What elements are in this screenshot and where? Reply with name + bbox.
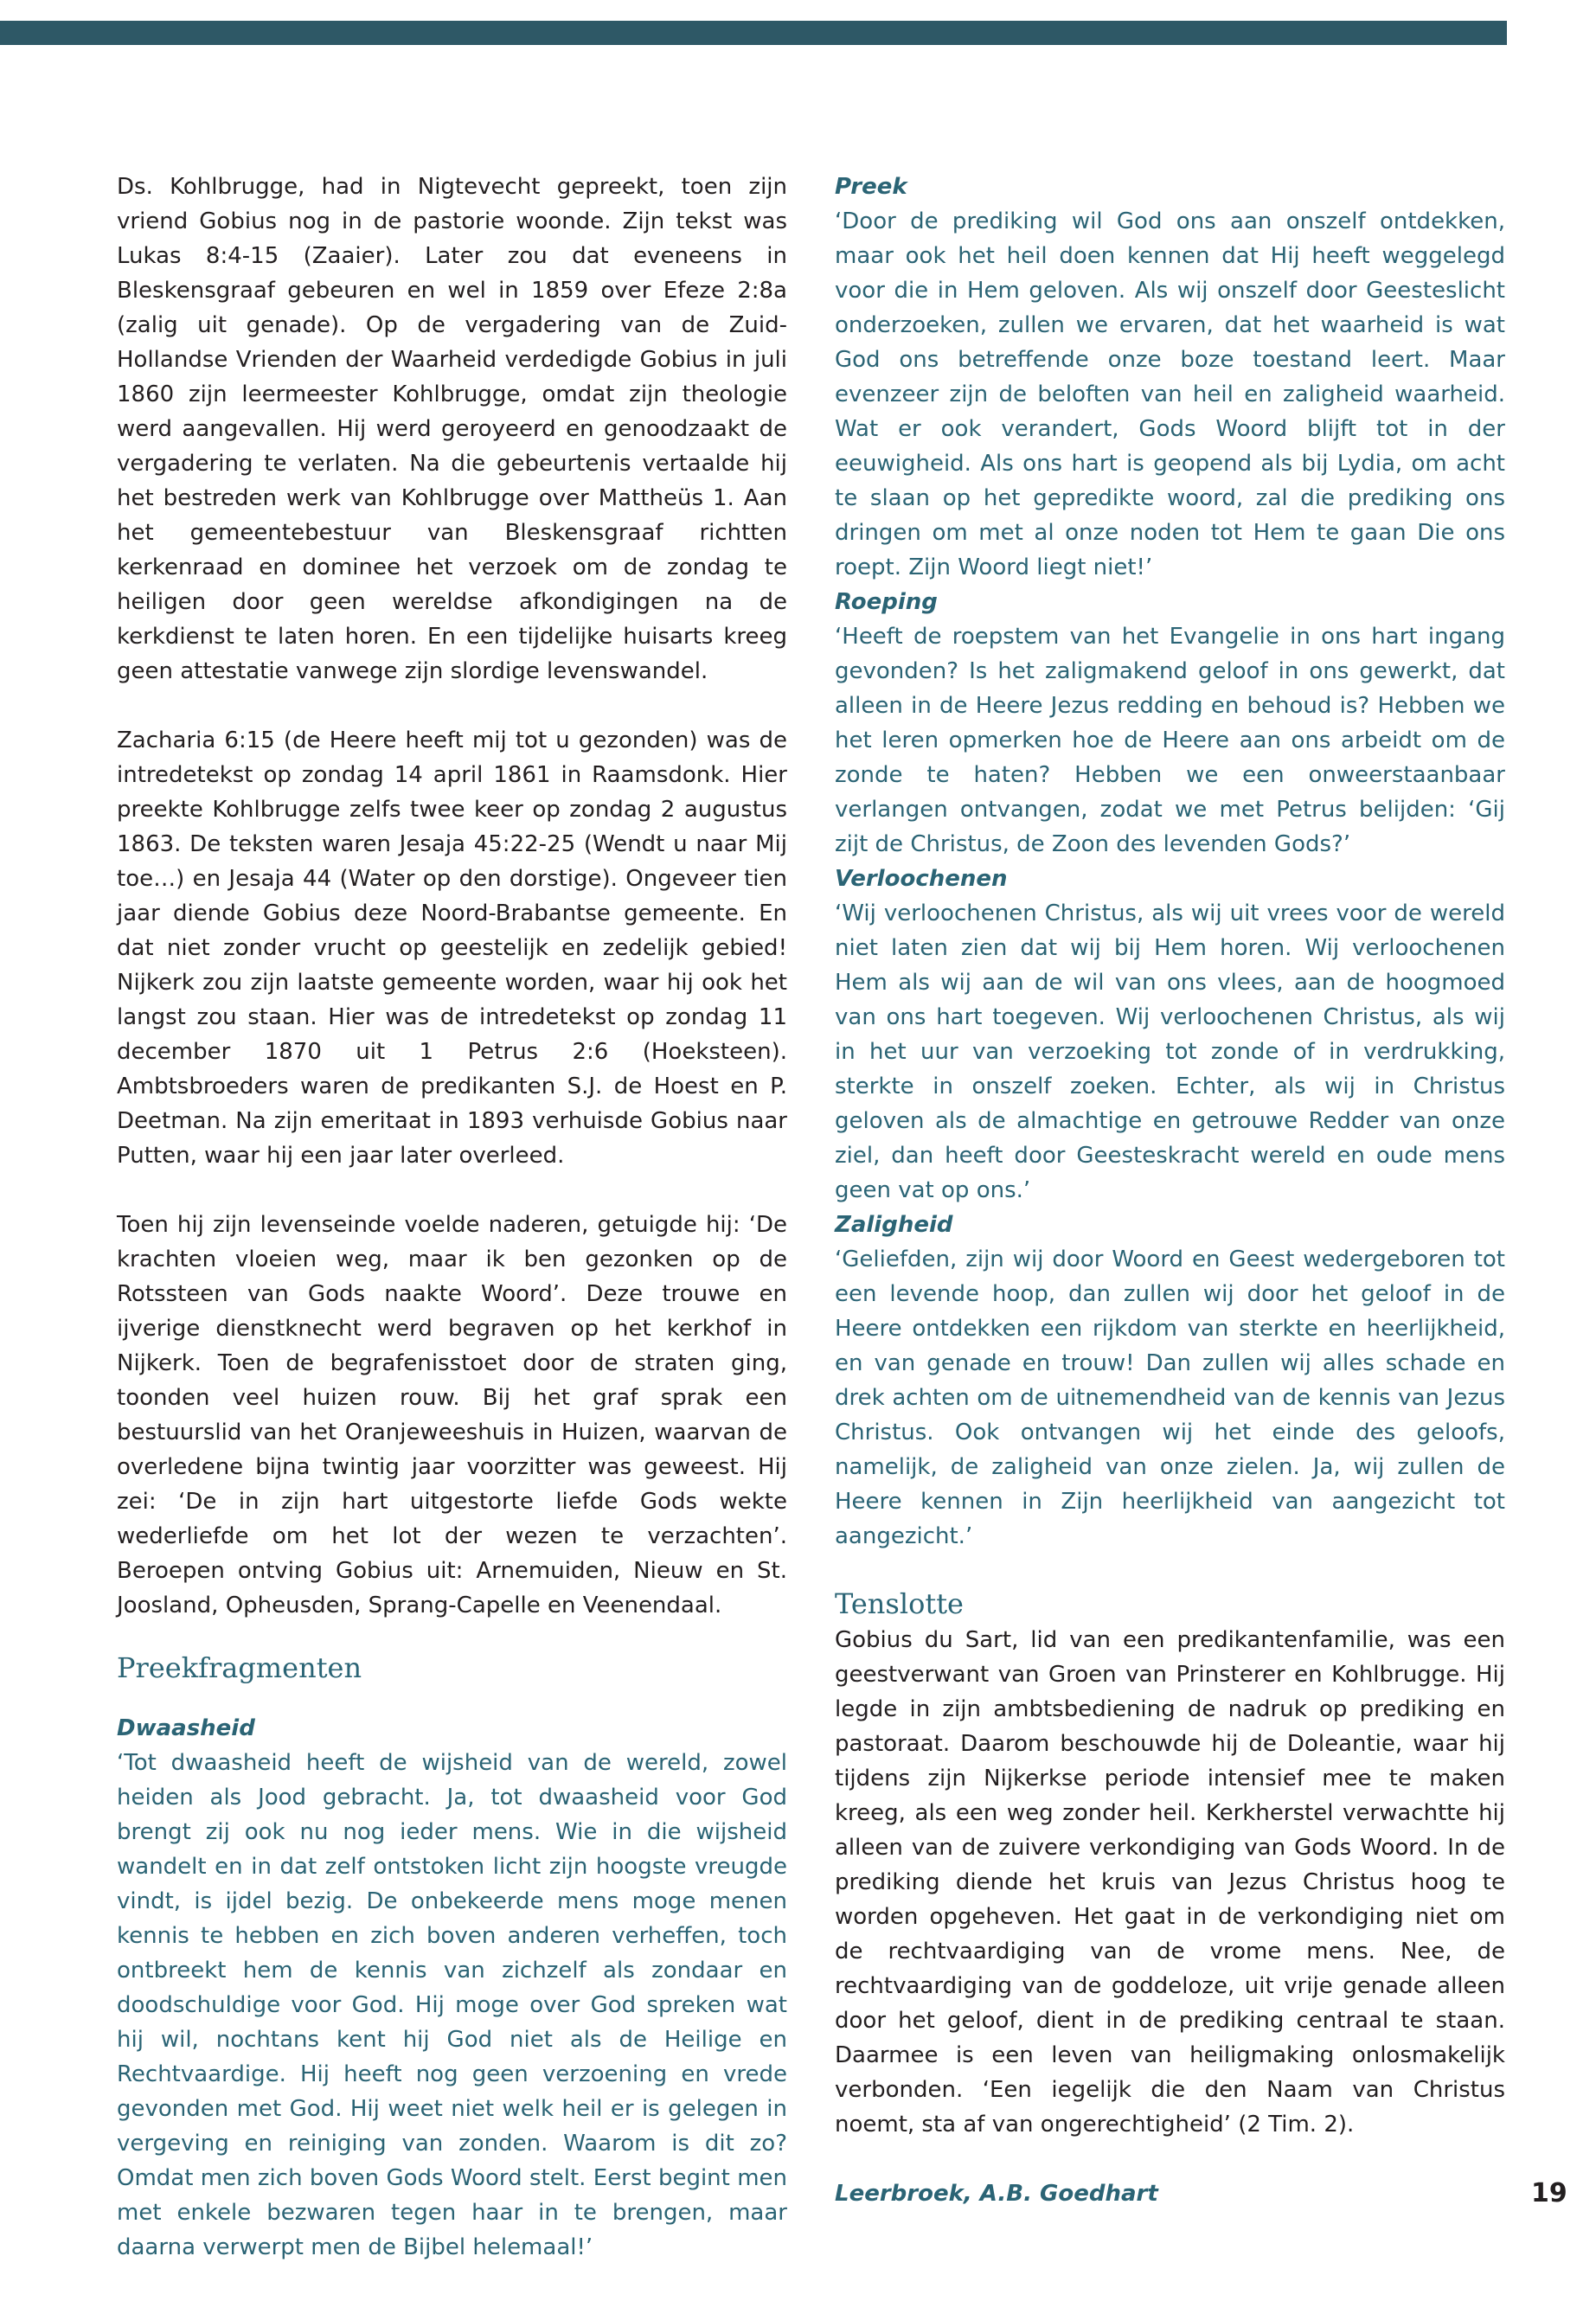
quote-roeping: ‘Heeft de roepstem van het Evangelie in ons hart ingang gevonden? Is het zaligmakend geloof in ons gewerkt, dat alleen in de Heere Jezus redding en behoud is? Hebben we het leren opmerken hoe de Heere aan ons arbeidt om de zonde te haten? Hebben we een onweerstaanbaar verlangen ontvangen, zodat we met Petrus belijden: ‘Gij zijt de Christus, de Zoon des levenden Gods?’ [835, 624, 1505, 857]
header-bar [0, 21, 1507, 45]
author-signature: Leerbroek, A.B. Goedhart [835, 2181, 1158, 2207]
paragraph-levenseinde: Toen hij zijn levenseinde voelde naderen, getuigde hij: ‘De krachten vloeien weg, maar ik ben gezonken op de Rotssteen van Gods naakte Woord’. Deze trouwe en ijverige dienstknecht werd begraven op het kerkhof in Nijkerk. Toen de begrafenisstoet door de straten ging, toonden veel huizen rouw. Bij het graf sprak een bestuurslid van het Oranjeweeshuis in Huizen, waarvan de overledene bijna twintig jaar voorzitter was geweest. Hij zei: ‘De in zijn hart uitgestorte liefde Gods wekte wederliefde om het lot der wezen te verzachten’. Beroepen ontving Gobius uit: Arnemuiden, Nieuw en St. Joosland, Opheusden, Sprang-Capelle en Veenendaal. [117, 1212, 787, 1618]
heading-preekfragmenten: Preekfragmenten [117, 1651, 362, 1684]
quote-preek: ‘Door de prediking wil God ons aan onszelf ontdekken, maar ook het heil doen kennen dat Hij heeft weggelegd voor die in Hem geloven. Als wij onszelf door Geesteslicht onderzoeken, zullen we ervaren, dat het waarheid is wat God ons betreffende onze boze toestand leert. Maar evenzeer zijn de beloften van heil en zaligheid waarheid. Wat er ook verandert, Gods Woord blijft tot in der eeuwigheid. Als ons hart is geopend als bij Lydia, om acht te slaan op het gepredikte woord, zal die prediking ons dringen om met al onze noden tot Hem te gaan Die ons roept. Zijn Woord liegt niet!’ [835, 208, 1505, 580]
quote-zaligheid: ‘Geliefden, zijn wij door Woord en Geest wedergeboren tot een levende hoop, dan zullen wij door het geloof in de Heere ontdekken een rijkdom van sterkte en heerlijkheid, en van genade en trouw! Dan zullen wij alles schade en drek achten om de uitnemendheid van de kennis van Jezus Christus. Ook ontvangen wij het einde des geloofs, namelijk, de zaligheid van onze zielen. Ja, wij zullen de Heere kennen in Zijn heerlijkheid van aangezicht tot aangezicht.’ [835, 1247, 1505, 1549]
paragraph-nigtevecht: Ds. Kohlbrugge, had in Nigtevecht gepreekt, toen zijn vriend Gobius nog in de pastorie woonde. Zijn tekst was Lukas 8:4-15 (Zaaier). Later zou dat eveneens in Bleskensgraaf gebeuren en wel in 1859 over Efeze 2:8a (zalig uit genade). Op de vergadering van de Zuid-Hollandse Vrienden der Waarheid verdedigde Gobius in juli 1860 zijn leermeester Kohlbrugge, omdat zijn theologie werd aangevallen. Hij werd geroyeerd en genoodzaakt de vergadering te verlaten. Na die gebeurtenis vertaalde hij het bestreden werk van Kohlbrugge over Mattheüs 1. Aan het gemeentebestuur van Bleskensgraaf richtten kerkenraad en dominee het verzoek om de zondag te heiligen door geen wereldse afkondigingen na de kerkdienst te laten horen. En een tijdelijke huisarts kreeg geen attestatie vanwege zijn slordige levenswandel. [117, 174, 787, 684]
subheading-roeping: Roeping [835, 589, 938, 615]
left-column [117, 170, 787, 2265]
right-column [835, 170, 1505, 2211]
heading-tenslotte: Tenslotte [835, 1587, 964, 1620]
paragraph-tenslotte: Gobius du Sart, lid van een predikantenfamilie, was een geestverwant van Groen van Prinsterer en Kohlbrugge. Hij legde in zijn ambtsbediening de nadruk op prediking en pastoraat. Daarom beschouwde hij de Doleantie, waar hij tijdens zijn Nijkerkse periode intensief mee te maken kreeg, als een weg zonder heil. Kerkherstel verwachtte hij alleen van de zuivere verkondiging van Gods Woord. In de prediking diende het kruis van Jezus Christus hoog te worden opgeheven. Het gaat in de verkondiging niet om de rechtvaardiging van de vrome mens. Nee, de rechtvaardiging van de goddeloze, uit vrije genade alleen door het geloof, dient in de prediking centraal te staan. Daarmee is een leven van heiligmaking onlosmakelijk verbonden. ‘Een iegelijk die den Naam van Christus noemt, sta af van ongerechtigheid’ (2 Tim. 2). [835, 1627, 1505, 2138]
subheading-verloochenen: Verloochenen [835, 866, 1008, 892]
subheading-preek: Preek [835, 174, 907, 200]
subheading-dwaasheid: Dwaasheid [117, 1715, 255, 1741]
quote-verloochenen: ‘Wij verloochenen Christus, als wij uit vrees voor de wereld niet laten zien dat wij bij Hem horen. Wij verloochenen Hem als wij aan de wil van ons vlees, aan de hoogmoed van ons hart toegeven. Wij verloochenen Christus, als wij in het uur van verzoeking tot zonde of in verdrukking, sterkte in onszelf zoeken. Echter, als wij in Christus geloven als de almachtige en getrouwe Redder van onze ziel, dan heeft door Geesteskracht wereld en oude mens geen vat op ons.’ [835, 901, 1505, 1203]
quote-dwaasheid: ‘Tot dwaasheid heeft de wijsheid van de wereld, zowel heiden als Jood gebracht. Ja, tot dwaasheid voor God brengt zij ook nu nog ieder mens. Wie in die wijsheid wandelt en in dat zelf ontstoken licht zijn hoogste vreugde vindt, is ijdel bezig. De onbekeerde mens moge menen kennis te hebben en zich boven anderen verheffen, toch ontbreekt hem de kennis van zichzelf als zondaar en doodschuldige voor God. Hij moge over God spreken wat hij wil, nochtans kent hij God niet als de Heilige en Rechtvaardige. Hij heeft nog geen verzoening en vrede gevonden met God. Hij weet niet welk heil er is gelegen in vergeving en reiniging van zonden. Waarom is dit zo? Omdat men zich boven Gods Woord stelt. Eerst begint men met enkele bezwaren tegen haar in te brengen, maar daarna verwerpt men de Bijbel helemaal!’ [117, 1750, 787, 2260]
page-number: 19 [1531, 2178, 1567, 2208]
paragraph-raamsdonk: Zacharia 6:15 (de Heere heeft mij tot u gezonden) was de intredetekst op zondag 14 april 1861 in Raamsdonk. Hier preekte Kohlbrugge zelfs twee keer op zondag 2 augustus 1863. De teksten waren Jesaja 45:22-25 (Wendt u naar Mij toe…) en Jesaja 44 (Water op den dorstige). Ongeveer tien jaar diende Gobius deze Noord-Brabantse gemeente. En dat niet zonder vrucht op geestelijk en zedelijk gebied! Nijkerk zou zijn laatste gemeente worden, waar hij ook het langst zou staan. Hier was de intredetekst op zondag 11 december 1870 uit 1 Petrus 2:6 (Hoeksteen). Ambtsbroeders waren de predikanten S.J. de Hoest en P. Deetman. Na zijn emeritaat in 1893 verhuisde Gobius naar Putten, waar hij een jaar later overleed. [117, 727, 787, 1169]
subheading-zaligheid: Zaligheid [835, 1212, 953, 1238]
